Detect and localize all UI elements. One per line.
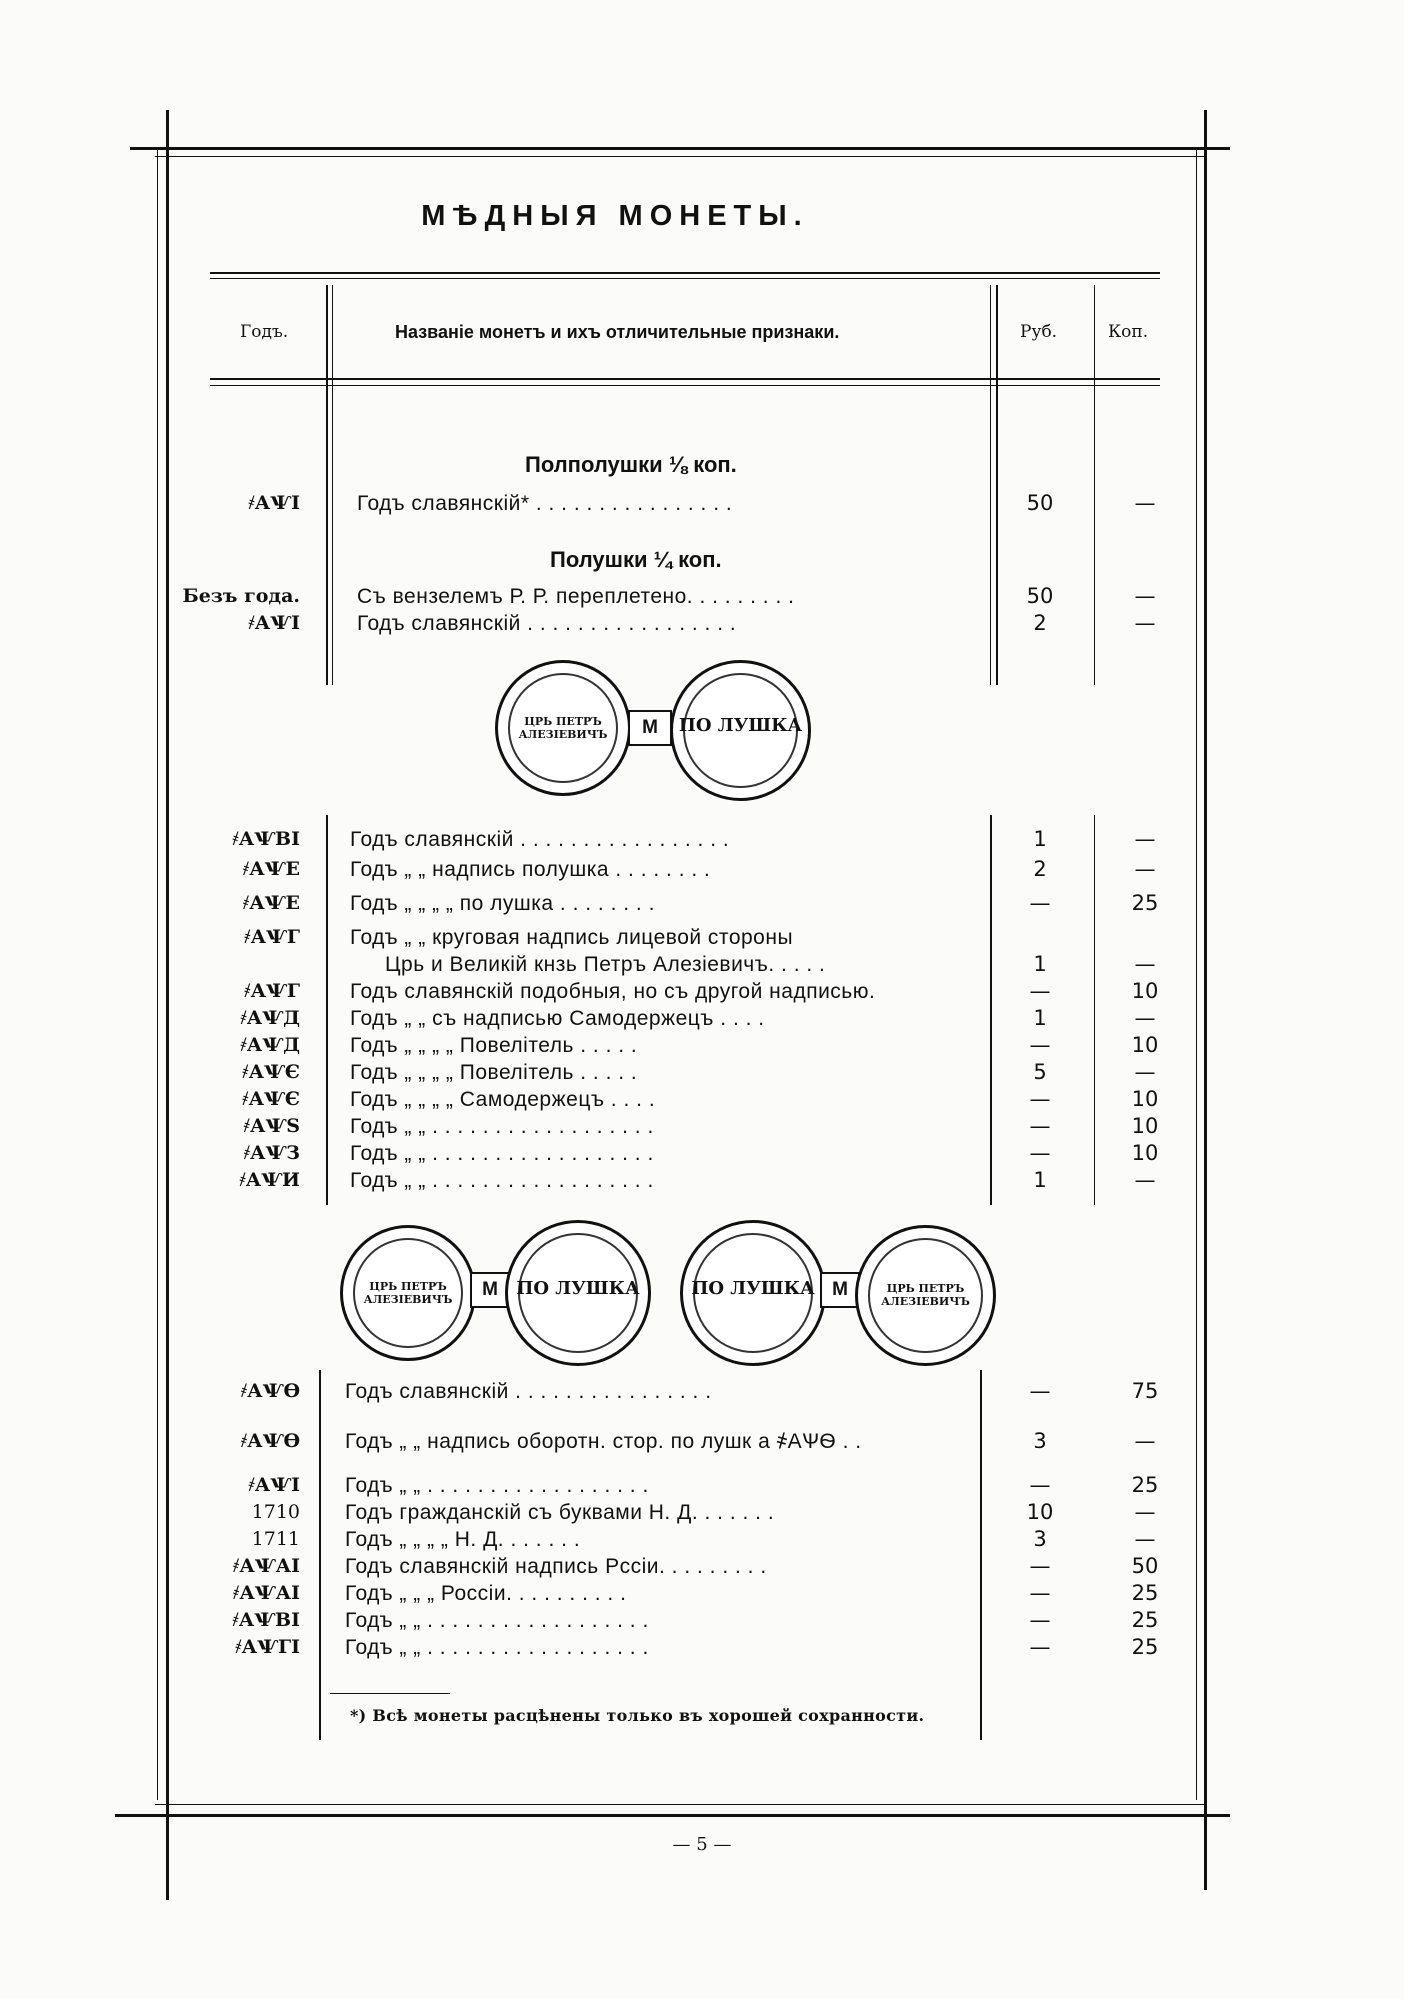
row-year: ҂АѰЄ <box>242 1061 300 1083</box>
row-text: Годъ „ „ „ „ Повелітель . . . . . <box>350 1034 638 1057</box>
section-polushki: Полушки ¼ коп. <box>550 547 722 572</box>
header-year: Годъ. <box>240 322 289 342</box>
row-text: Годъ „ „ съ надписью Самодержецъ . . . . <box>350 1007 765 1030</box>
row-text: Годъ „ „ . . . . . . . . . . . . . . . . . . <box>345 1636 649 1659</box>
row-text: Годъ „ „ „ Россіи. . . . . . . . . . <box>345 1582 627 1605</box>
row-text: Годъ „ „ „ „ Повелітель . . . . . <box>350 1061 638 1084</box>
row-rub: 5 <box>1033 1060 1047 1084</box>
row-rub: — <box>1029 1473 1051 1497</box>
row-kop: 25 <box>1131 1608 1159 1632</box>
frame-bottom <box>115 1814 1230 1817</box>
row-kop: — <box>1134 857 1156 881</box>
row-text: Годъ „ „ . . . . . . . . . . . . . . . . . . <box>350 1115 654 1138</box>
col-sep-1 <box>326 285 328 685</box>
row-kop: 25 <box>1131 1473 1159 1497</box>
row-text: Годъ „ „ „ „ Н. Д. . . . . . . <box>345 1528 581 1551</box>
row-kop: — <box>1134 611 1156 635</box>
row-kop: — <box>1134 1527 1156 1551</box>
row-rub: — <box>1029 891 1051 915</box>
row-rub: — <box>1029 1635 1051 1659</box>
header-rule-top <box>210 272 1160 274</box>
row-year: ҂АѰІ <box>248 492 300 514</box>
row-kop: 10 <box>1131 1114 1159 1138</box>
page-title: МѢДНЫЯ МОНЕТЫ. <box>421 200 809 232</box>
header-rule-bottom-2 <box>210 385 1160 386</box>
row-year: ҂АѰІ <box>248 1474 300 1496</box>
coin-reverse <box>505 1220 651 1366</box>
row-rub: — <box>1029 1581 1051 1605</box>
coin-reverse <box>670 660 811 801</box>
frame-top <box>130 147 1230 150</box>
row-year: ҂АѰГІ <box>235 1636 300 1658</box>
row-year: ҂АѰГ <box>244 926 300 948</box>
coin-obverse <box>495 660 631 796</box>
footnote-rule <box>330 1693 450 1694</box>
coin-center-text: ПО ЛУШКА <box>516 1278 640 1299</box>
page-number: — 5 — <box>672 1834 732 1855</box>
row-rub: 1 <box>1033 952 1047 976</box>
header-name: Названіе монетъ и ихъ отличительные признаки. <box>395 322 840 342</box>
row-text: Годъ славянскій надпись Рссіи. . . . . . . . . <box>345 1555 767 1578</box>
row-year: ҂АѰАІ <box>232 1555 300 1577</box>
row-year: Безъ года. <box>182 585 300 607</box>
row-rub: — <box>1029 1141 1051 1165</box>
header-kop: Коп. <box>1108 322 1149 342</box>
frame-bottom-inner <box>155 1804 1205 1805</box>
row-kop: 50 <box>1131 1554 1159 1578</box>
coin-center-text: ПО ЛУШКА <box>691 1278 815 1299</box>
row-rub: 3 <box>1033 1527 1047 1551</box>
row-kop: — <box>1134 1060 1156 1084</box>
row-text: Годъ „ „ надпись оборотн. стор. по лушк а ҂АѰѲ . . <box>345 1430 862 1453</box>
row-text: Годъ славянскій . . . . . . . . . . . . . . . . <box>345 1380 712 1403</box>
row-text: Годъ „ „ „ „ по лушка . . . . . . . . <box>350 892 655 915</box>
row-kop: 10 <box>1131 979 1159 1003</box>
row-text: Годъ „ „ . . . . . . . . . . . . . . . . . . <box>350 1142 654 1165</box>
row-kop: — <box>1134 1429 1156 1453</box>
coin-reverse <box>680 1220 826 1366</box>
row-year: ҂АѰАІ <box>232 1582 300 1604</box>
frame-top-inner <box>155 156 1205 157</box>
footnote: *) Всѣ монеты расцѣнены только въ хорошей сохранности. <box>350 1706 925 1725</box>
coin-obverse <box>340 1225 476 1361</box>
row-kop: — <box>1134 1006 1156 1030</box>
row-rub: 50 <box>1026 491 1054 515</box>
row-kop: 25 <box>1131 1635 1159 1659</box>
row-year: 1711 <box>251 1528 300 1550</box>
row-rub: 1 <box>1033 1006 1047 1030</box>
row-year: ҂АѰВІ <box>232 1609 300 1631</box>
row-year: ҂АѰЕ <box>242 892 300 914</box>
row-text: Црь и Великій кнзь Петръ Алезіевичъ. . . . . <box>385 953 826 976</box>
row-text: Годъ „ „ . . . . . . . . . . . . . . . . . . <box>350 1169 654 1192</box>
mint-mark: М <box>470 1272 510 1308</box>
row-year: ҂АѰІ <box>248 612 300 634</box>
row-year: ҂АѰИ <box>239 1169 300 1191</box>
row-kop: 10 <box>1131 1087 1159 1111</box>
row-text: Годъ славянскій . . . . . . . . . . . . . . . . . <box>350 828 730 851</box>
row-text: Годъ гражданскій съ буквами Н. Д. . . . . . . <box>345 1501 775 1524</box>
row-year: ҂АѰЅ <box>243 1115 300 1137</box>
header-rule-top-2 <box>210 278 1160 279</box>
col-sep-1-low2 <box>319 1370 321 1740</box>
section-polpolushki: Полполушки ⅛ коп. <box>525 452 737 477</box>
row-kop: — <box>1134 491 1156 515</box>
row-text: Съ вензелемъ Р. Р. переплетено. . . . . . . . . <box>357 585 795 608</box>
frame-right-inner <box>1196 150 1197 1800</box>
row-text: Годъ славянскій . . . . . . . . . . . . . . . . . <box>357 612 737 635</box>
row-year: ҂АѰѲ <box>240 1380 300 1402</box>
row-rub: 50 <box>1026 584 1054 608</box>
coin-legend: ЦРЬ ПЕТРЪ АЛЕЗІЕВИЧЪ <box>881 1282 970 1308</box>
row-text: Годъ славянскій подобныя, но съ другой надписью. <box>350 980 876 1003</box>
row-rub: 2 <box>1033 857 1047 881</box>
row-text: Годъ „ „ . . . . . . . . . . . . . . . . . . <box>345 1474 649 1497</box>
row-rub: — <box>1029 1608 1051 1632</box>
row-kop: — <box>1134 827 1156 851</box>
col-sep-1b <box>332 285 333 685</box>
col-sep-1-low <box>326 815 328 1205</box>
row-year: ҂АѰЕ <box>242 858 300 880</box>
row-rub: — <box>1029 1379 1051 1403</box>
row-kop: — <box>1134 952 1156 976</box>
col-sep-2-low2 <box>980 1370 982 1740</box>
row-text: Годъ славянскій* . . . . . . . . . . . . . . . . <box>357 492 733 515</box>
row-rub: 3 <box>1033 1429 1047 1453</box>
row-year: ҂АѰВІ <box>232 828 300 850</box>
row-rub: — <box>1029 1033 1051 1057</box>
coin-center-text: ПО ЛУШКА <box>678 715 803 736</box>
row-kop: 25 <box>1131 891 1159 915</box>
row-text: Годъ „ „ „ „ Самодержецъ . . . . <box>350 1088 656 1111</box>
coin-legend: ЦРЬ ПЕТРЪ АЛЕЗІЕВИЧЪ <box>363 1280 453 1306</box>
row-year: ҂АѰГ <box>244 980 300 1002</box>
row-text: Годъ „ „ круговая надпись лицевой стороны <box>350 926 794 949</box>
row-year: ҂АѰѲ <box>240 1430 300 1452</box>
coin-legend: ЦРЬ ПЕТРЪ АЛЕЗІЕВИЧЪ <box>518 715 608 741</box>
row-rub: 1 <box>1033 827 1047 851</box>
row-kop: 75 <box>1131 1379 1159 1403</box>
mint-mark: М <box>820 1272 860 1308</box>
mint-mark: М <box>628 710 672 746</box>
row-rub: — <box>1029 1087 1051 1111</box>
row-kop: — <box>1134 584 1156 608</box>
header-rub: Руб. <box>1020 322 1058 342</box>
row-kop: 10 <box>1131 1033 1159 1057</box>
row-rub: — <box>1029 979 1051 1003</box>
row-year: ҂АѰЗ <box>243 1142 300 1164</box>
row-kop: — <box>1134 1168 1156 1192</box>
row-rub: — <box>1029 1114 1051 1138</box>
row-kop: 10 <box>1131 1141 1159 1165</box>
row-kop: 25 <box>1131 1581 1159 1605</box>
frame-right <box>1204 110 1207 1890</box>
row-text: Годъ „ „ надпись полушка . . . . . . . . <box>350 858 711 881</box>
row-rub: 2 <box>1033 611 1047 635</box>
row-year: ҂АѰД <box>240 1034 300 1056</box>
row-text: Годъ „ „ . . . . . . . . . . . . . . . . . . <box>345 1609 649 1632</box>
row-kop: — <box>1134 1500 1156 1524</box>
row-year: ҂АѰД <box>240 1007 300 1029</box>
row-rub: — <box>1029 1554 1051 1578</box>
row-year: 1710 <box>251 1501 300 1523</box>
header-rule-bottom <box>210 378 1160 380</box>
row-rub: 10 <box>1026 1500 1054 1524</box>
row-rub: 1 <box>1033 1168 1047 1192</box>
row-year: ҂АѰЄ <box>242 1088 300 1110</box>
coin-obverse <box>855 1225 996 1366</box>
